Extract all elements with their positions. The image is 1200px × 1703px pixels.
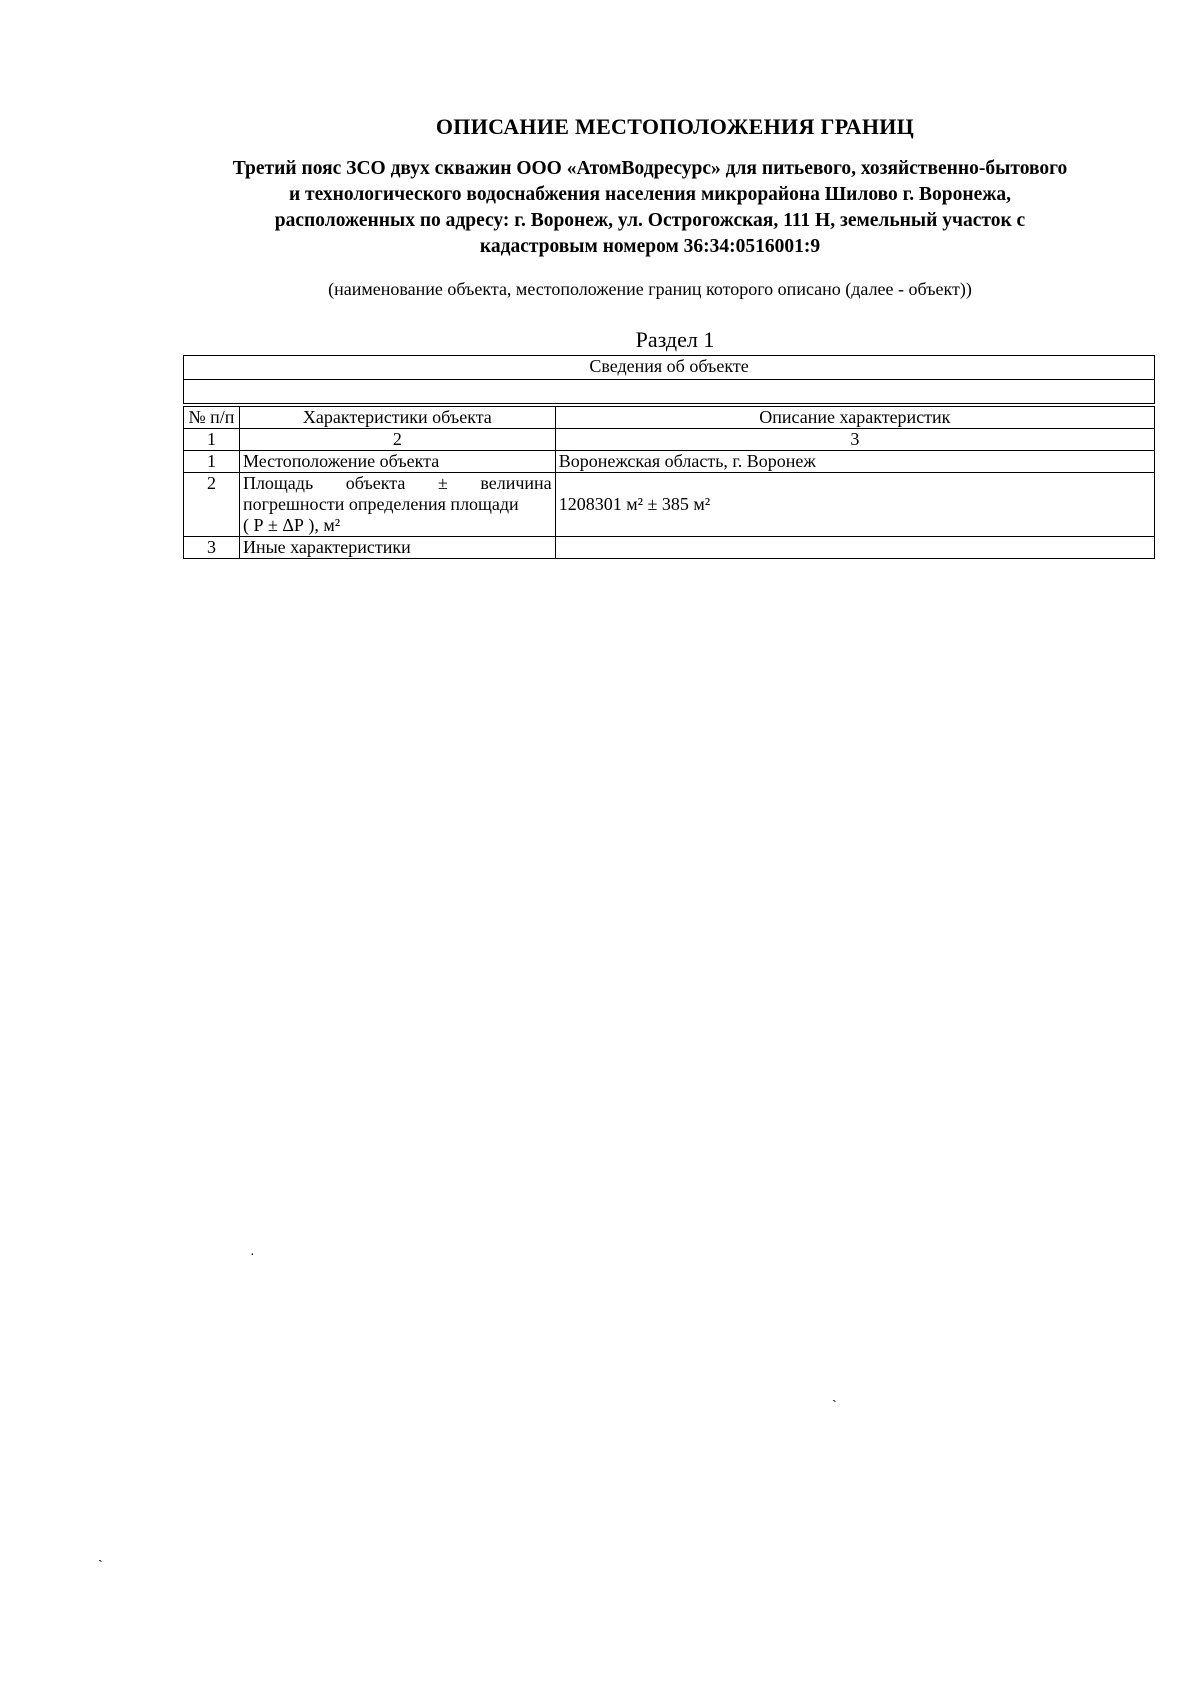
row-description — [555, 537, 1154, 559]
header-characteristic: Характеристики объекта — [239, 405, 555, 429]
scan-speck: · — [250, 1248, 255, 1263]
table-title-row — [184, 356, 1155, 380]
scan-speck: ˏ — [98, 1548, 103, 1563]
scan-speck: ˏ — [832, 1388, 837, 1403]
column-number: 2 — [239, 429, 555, 451]
row-characteristic — [239, 473, 555, 537]
document-title: ОПИСАНИЕ МЕСТОПОЛОЖЕНИЯ ГРАНИЦ — [435, 114, 915, 139]
characteristic-line: Площадь объекта ± величина — [242, 473, 552, 493]
header-number: № п/п — [184, 405, 240, 429]
characteristic-line: ( Р ± ΔР ), м² — [242, 515, 341, 535]
object-name-line: и технологического водоснабжения населения микрорайона Шилово г. Воронежа, — [288, 184, 1012, 205]
table-row — [184, 473, 1155, 537]
table-blank-row — [184, 380, 1155, 406]
object-caption: (наименование объекта, местоположение границ которого описано (далее - объект)) — [328, 279, 972, 299]
row-description: 1208301 м² ± 385 м² — [555, 473, 1154, 537]
table-title: Сведения об объекте — [184, 356, 1155, 380]
object-name-line: расположенных по адресу: г. Воронеж, ул. Острогожская, 111 Н, земельный участок с — [274, 210, 1026, 231]
row-number: 3 — [184, 537, 240, 559]
header-description: Описание характеристик — [555, 405, 1154, 429]
object-name-line: кадастровым номером 36:34:0516001:9 — [479, 236, 821, 257]
column-number: 3 — [555, 429, 1154, 451]
table-row — [184, 451, 1155, 473]
row-characteristic: Местоположение объекта — [239, 451, 555, 473]
table-column-number-row — [184, 429, 1155, 451]
object-name-line: Третий пояс ЗСО двух скважин ООО «АтомВодресурс» для питьевого, хозяйственно-бытового — [232, 158, 1068, 179]
row-number: 2 — [184, 473, 240, 537]
blank-cell — [184, 380, 1155, 406]
section-label: Раздел 1 — [635, 327, 715, 352]
characteristic-line: погрешности определения площади — [242, 494, 519, 514]
row-description: Воронежская область, г. Воронеж — [555, 451, 1154, 473]
row-characteristic: Иные характеристики — [239, 537, 555, 559]
object-info-table — [183, 355, 1155, 559]
object-name — [150, 156, 1150, 260]
table-row — [184, 537, 1155, 559]
row-number: 1 — [184, 451, 240, 473]
table-header-row — [184, 405, 1155, 429]
column-number: 1 — [184, 429, 240, 451]
